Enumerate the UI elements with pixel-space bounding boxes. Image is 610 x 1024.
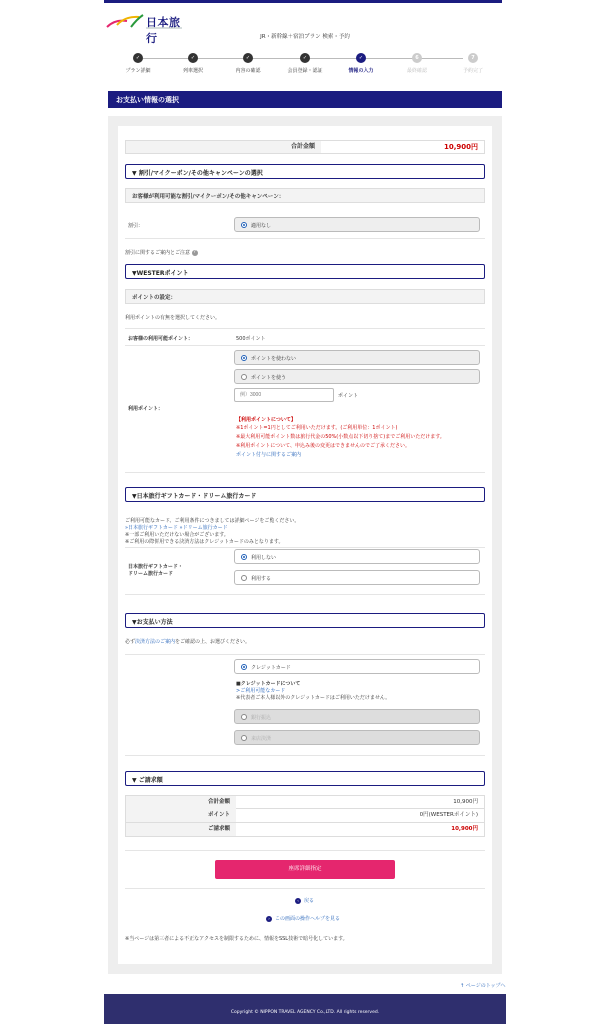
discount-note-text: 割引に関するご案内とご注意 <box>125 250 191 256</box>
help-icon[interactable]: ? <box>193 249 196 255</box>
discount-option-none[interactable] <box>234 217 480 232</box>
payment-instruction-post: をご確認の上、お選びください。 <box>175 639 251 645</box>
step-7 <box>443 53 503 74</box>
radio-selected-icon <box>241 554 247 560</box>
step-check-icon: ✓ <box>188 53 198 63</box>
logo-text: 日本旅行 <box>146 16 181 45</box>
points-option-no-use[interactable] <box>234 350 480 365</box>
step-label: 会員登録・認証 <box>287 68 323 74</box>
step-current-icon: ✓ <box>356 53 366 63</box>
divider <box>125 328 485 329</box>
points-option-use[interactable] <box>234 369 480 384</box>
payment-instruction <box>125 638 250 645</box>
chevron-right-icon: › <box>266 916 272 922</box>
top-accent-bar <box>104 0 502 3</box>
payment-guide-link[interactable]: 決済方法のご案内 <box>135 639 176 645</box>
giftcard-desc-1: ご利用可能なカード、ご利用条件につきましては詳細ページをご覧ください。 <box>125 518 300 524</box>
step-label: 内容の確認 <box>235 68 261 74</box>
credit-note-text: ※代表者ご本人様以外のクレジットカードはご利用いただけません。 <box>236 695 391 701</box>
payment-option-bank-label: 銀行振込 <box>251 715 272 721</box>
points-option-no-use-label: ポイントを使わない <box>251 356 297 362</box>
table-row <box>125 823 485 837</box>
table-row <box>125 809 485 823</box>
points-option-use-label: ポイントを使う <box>251 375 287 381</box>
ssl-note: ※当ページは第三者による不正なアクセスを制限するために、情報をSSL技術で暗号化しています。 <box>125 936 348 942</box>
points-notice-3: ※利用ポイントについて、申込み後の変更はできませんのでご了承ください。 <box>236 443 410 449</box>
payment-section-heading: ▼お支払い方法 <box>125 613 485 628</box>
discount-field-label: 割引： <box>128 223 144 229</box>
payment-option-credit-label: クレジットカード <box>251 665 291 671</box>
step-6 <box>387 53 447 74</box>
billing-row-value: 10,900円 <box>453 799 478 805</box>
step-number-icon: 7 <box>468 53 478 63</box>
use-points-label: 利用ポイント： <box>128 406 164 412</box>
copyright: Copyright © NIPPON TRAVEL AGENCY Co.,LTD. All rights reserved. <box>230 1010 380 1015</box>
points-unit: ポイント <box>338 393 359 399</box>
seat-details-button[interactable]: 座席詳細指定 <box>215 860 395 879</box>
points-notice-title: 【利用ポイントについて】 <box>236 417 296 423</box>
giftcard-field-label-1: 日本旅行ギフトカード・ <box>128 564 183 570</box>
points-notice-1: ※1ポイント=1円としてご利用いただけます。(ご利用単位：1ポイント) <box>236 425 398 431</box>
logo-mark-icon <box>105 13 145 29</box>
page-top-link[interactable] <box>460 982 505 989</box>
giftcard-field-label-2: ドリーム旅行カード <box>128 571 174 577</box>
credit-available-link[interactable]: >ご利用可能なカード <box>236 688 286 694</box>
billing-row-label: ポイント <box>126 809 236 822</box>
help-link[interactable] <box>266 915 340 922</box>
points-amount-input[interactable] <box>234 388 334 402</box>
giftcard-option-yes[interactable] <box>234 570 480 585</box>
step-label: プラン詳細 <box>125 68 151 74</box>
step-label: 列車選択 <box>182 68 203 74</box>
total-value: 10,900円 <box>443 143 478 151</box>
step-5 <box>331 53 391 74</box>
divider <box>125 755 485 756</box>
giftcard-links <box>125 524 228 531</box>
billing-row-label: 合計金額 <box>126 796 236 809</box>
step-1 <box>108 53 168 74</box>
points-instruction: 利用ポイントの有無を選択してください。 <box>125 315 221 321</box>
points-setting-label: ポイントの設定： <box>125 289 485 304</box>
discount-note[interactable] <box>125 249 198 256</box>
divider <box>125 594 485 595</box>
help-link-label: この画面の操作ヘルプを見る <box>275 916 341 922</box>
site-logo[interactable] <box>105 11 185 45</box>
total-label: 合計金額 <box>126 141 321 153</box>
radio-selected-icon <box>241 664 247 670</box>
radio-empty-icon <box>241 374 247 380</box>
radio-disabled-icon <box>241 714 247 720</box>
page-top-label: ページのトップへ <box>465 983 506 989</box>
step-label: 情報の入力 <box>348 68 374 74</box>
giftcard-option-no-label: 利用しない <box>251 555 277 561</box>
logo-subtitle <box>146 27 182 29</box>
points-grant-link[interactable]: ポイント付与に関するご案内 <box>236 452 302 458</box>
giftcard-option-yes-label: 利用する <box>251 576 272 582</box>
billing-row-value: 10,900円 <box>451 826 478 832</box>
plan-title: JR・新幹線＋宿泊プラン 検索・予約 <box>260 34 350 40</box>
available-points-label: お客様の利用可能ポイント： <box>128 336 194 342</box>
points-notice-2: ※最大利用可能ポイント数は旅行代金の50%(小数点以下切り捨て)までご利用いただけます。 <box>236 434 445 440</box>
discount-section-heading: ▼ 割引/マイクーポン/その他キャンペーンの選択 <box>125 164 485 179</box>
chevron-left-icon: ‹ <box>295 898 301 904</box>
giftcard-desc-2: ※一部ご利用いただけない場合がございます。 <box>125 532 229 538</box>
radio-selected-icon <box>241 355 247 361</box>
billing-row-label: ご請求額 <box>126 823 236 836</box>
radio-empty-icon <box>241 575 247 581</box>
radio-disabled-icon <box>241 735 247 741</box>
available-points-value: 500ポイント <box>236 336 266 342</box>
giftcard-desc-3: ※ご利用の際併用できる決済方法はクレジットカードのみとなります。 <box>125 539 284 545</box>
step-label: 最終確認 <box>406 68 427 74</box>
giftcard-link[interactable]: »日本旅行ギフトカード <box>125 525 178 531</box>
wester-section-heading: ▼WESTERポイント <box>125 264 485 279</box>
payment-instruction-pre: 必ず <box>125 639 136 645</box>
table-row <box>125 795 485 809</box>
payment-option-store-label: 来店決済 <box>251 736 272 742</box>
step-2 <box>163 53 223 74</box>
radio-selected-icon <box>241 222 247 228</box>
footer <box>104 994 506 1024</box>
back-link-label: 戻る <box>304 898 315 904</box>
discount-available-label: お客様が利用可能な割引/マイクーポン/その他キャンペーン： <box>125 188 485 203</box>
step-check-icon: ✓ <box>300 53 310 63</box>
divider <box>125 472 485 473</box>
step-number-icon: 6 <box>412 53 422 63</box>
dreamcard-link[interactable]: »ドリーム旅行カード <box>179 525 228 531</box>
step-check-icon: ✓ <box>243 53 253 63</box>
step-3 <box>218 53 278 74</box>
page-title: お支払い情報の選択 <box>108 91 502 108</box>
giftcard-option-no[interactable] <box>234 549 480 564</box>
divider <box>125 345 485 346</box>
billing-table <box>125 795 485 837</box>
giftcard-section-heading: ▼日本旅行ギフトカード・ドリーム旅行カード <box>125 487 485 502</box>
payment-option-credit[interactable] <box>234 659 480 674</box>
progress-steps <box>108 53 498 77</box>
divider <box>125 238 485 239</box>
billing-section-heading: ▼ ご請求額 <box>125 771 485 786</box>
arrow-up-icon: ↑ <box>460 983 465 989</box>
credit-note-title: ■クレジットカードについて <box>236 681 301 687</box>
step-check-icon: ✓ <box>133 53 143 63</box>
divider <box>125 888 485 889</box>
back-link[interactable] <box>295 897 314 904</box>
payment-option-store <box>234 730 480 745</box>
payment-option-bank <box>234 709 480 724</box>
divider <box>125 547 485 548</box>
divider <box>125 850 485 851</box>
total-amount-row <box>125 140 485 154</box>
discount-option-label: 適用なし <box>251 223 272 229</box>
step-4 <box>275 53 335 74</box>
divider <box>125 654 485 655</box>
billing-row-value: 0円(WESTERポイント) <box>419 812 478 818</box>
step-label: 予約完了 <box>462 68 483 74</box>
